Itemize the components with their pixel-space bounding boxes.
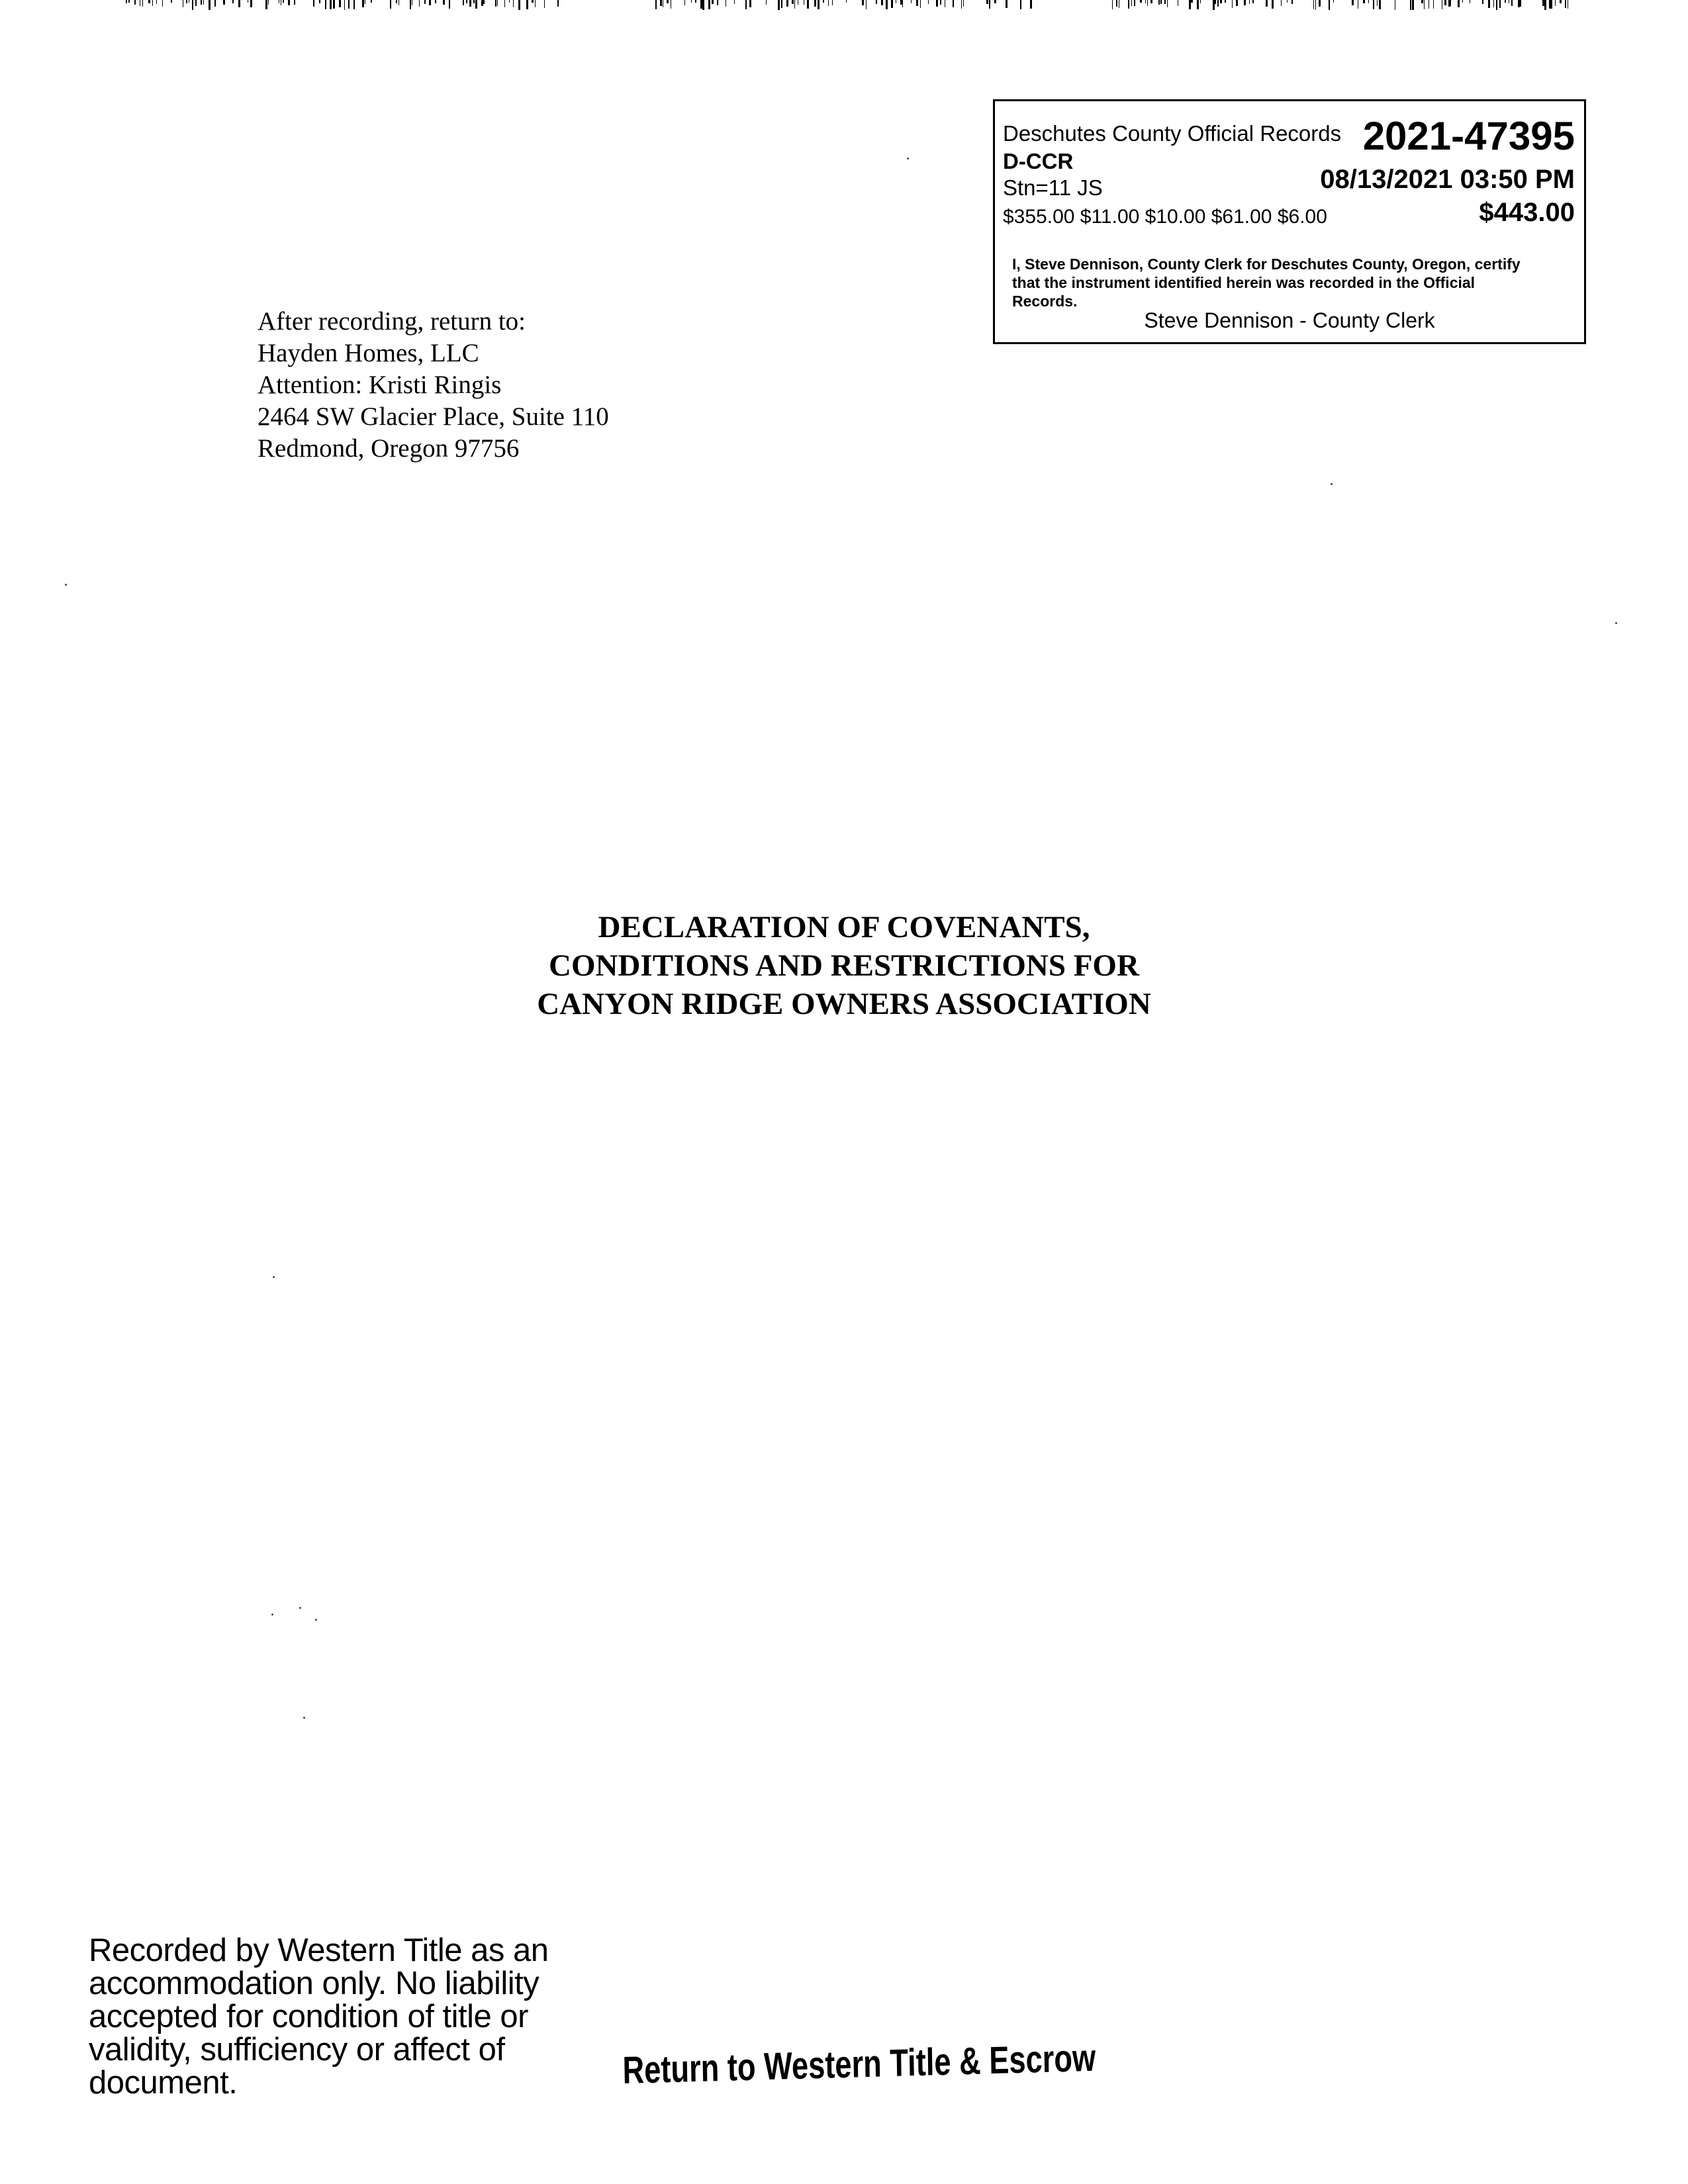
scan-noise-mark (339, 0, 341, 7)
scan-noise-mark (535, 0, 536, 7)
stamp-station: Stn=11 JS (1003, 175, 1103, 200)
scan-noise-mark (792, 0, 794, 4)
title-line-1: DECLARATION OF COVENANTS, (598, 910, 1090, 944)
scan-noise-mark (209, 0, 211, 10)
scan-noise-mark (989, 0, 990, 9)
scan-noise-mark (192, 0, 193, 10)
scan-noise-mark (203, 0, 204, 5)
scan-noise-mark (333, 0, 335, 9)
scan-noise-mark (866, 0, 867, 9)
scan-noise-mark (846, 0, 847, 3)
return-city-state-zip: Redmond, Oregon 97756 (258, 434, 520, 463)
scan-noise-mark (963, 0, 964, 7)
scan-noise-mark (1444, 0, 1446, 5)
scan-noise-mark (1424, 0, 1425, 9)
scan-noise-mark (371, 0, 372, 3)
scan-noise-mark (717, 0, 718, 5)
scan-noise-mark (396, 0, 397, 3)
scan-noise-mark (1505, 0, 1506, 3)
scan-noise-mark (162, 0, 163, 7)
disclaimer-line: accommodation only. No liability (89, 1966, 539, 2001)
scan-noise-mark (214, 0, 216, 7)
scan-noise-mark (891, 0, 893, 8)
scan-noise-mark (928, 0, 929, 4)
scan-noise-mark (986, 0, 988, 4)
scan-noise-mark (712, 0, 714, 4)
scan-noise-mark (1377, 0, 1378, 6)
scan-noise-mark (702, 0, 704, 10)
scan-noise-mark (862, 0, 864, 5)
scan-noise-mark (920, 0, 921, 8)
scan-noise-mark (1272, 0, 1274, 9)
scan-noise-mark (1373, 0, 1374, 9)
scan-noise-mark (319, 0, 320, 3)
scan-noise-mark (142, 0, 143, 7)
scan-noise-mark (745, 0, 747, 9)
scan-noise-mark (232, 0, 234, 3)
scan-noise-mark (1197, 0, 1199, 9)
scan-noise-mark (156, 0, 157, 4)
scan-noise-mark (1291, 0, 1293, 4)
scan-noise-mark (250, 0, 252, 7)
scan-noise-mark (265, 0, 267, 9)
title-company-disclaimer (89, 1934, 605, 2099)
scan-noise-mark (344, 0, 345, 10)
return-attention: Attention: Kristi Ringis (258, 371, 502, 399)
scan-noise-mark (1319, 0, 1321, 7)
scan-speck (315, 1619, 317, 1621)
return-company: Hayden Homes, LLC (258, 339, 479, 367)
scan-noise-mark (814, 0, 816, 7)
scan-noise-mark (807, 0, 809, 9)
scan-noise-mark (238, 0, 240, 7)
scan-noise-mark (223, 0, 225, 5)
scan-noise-mark (171, 0, 172, 3)
scan-noise-mark (148, 0, 150, 3)
scan-noise-mark (186, 0, 187, 3)
stamp-clerk-signature: Steve Dennison - County Clerk (1144, 308, 1435, 332)
scan-noise-mark (940, 0, 941, 5)
scan-noise-mark (449, 0, 450, 9)
return-address-block (258, 306, 609, 465)
scan-noise-mark (1551, 0, 1552, 9)
scan-noise-mark (655, 0, 657, 9)
scan-noise-mark (294, 0, 295, 5)
scan-noise-mark (1158, 0, 1160, 5)
scan-noise-mark (443, 0, 445, 5)
scan-noise-mark (348, 0, 350, 9)
scan-noise-mark (1215, 0, 1216, 4)
scan-noise-mark (1412, 0, 1414, 10)
scan-noise-mark (691, 0, 692, 3)
document-title (0, 908, 1688, 1023)
scan-noise-mark (684, 0, 685, 5)
scan-noise-mark (195, 0, 197, 6)
scan-noise-mark (509, 0, 510, 3)
scan-noise-mark (1281, 0, 1282, 6)
scan-noise-mark (660, 0, 662, 6)
return-to-western-title-stamp: Return to Western Title & Escrow (622, 2036, 1096, 2092)
scan-noise-mark (1200, 0, 1201, 3)
scan-noise-mark (794, 0, 795, 9)
scan-noise-mark (1145, 0, 1146, 3)
scan-noise-mark (818, 0, 820, 9)
scan-noise-mark (1128, 0, 1129, 9)
disclaimer-line: Recorded by Western Title as an (89, 1933, 549, 1968)
scan-noise-mark (526, 0, 528, 9)
scan-noise-mark (994, 0, 996, 3)
scan-noise-mark (708, 0, 710, 9)
scan-noise-mark (557, 0, 559, 7)
scan-noise-mark (497, 0, 498, 6)
scan-noise-mark (1030, 0, 1032, 9)
scan-noise-mark (532, 0, 534, 3)
scan-noise-mark (1421, 0, 1423, 3)
scan-noise-mark (513, 0, 514, 7)
scan-noise-mark (1329, 0, 1330, 10)
scan-noise-mark (1333, 0, 1334, 3)
scan-noise-mark (1134, 0, 1135, 6)
scan-noise-mark (1458, 0, 1460, 7)
scan-noise-mark (1450, 0, 1451, 6)
scan-noise-mark (667, 0, 669, 3)
scan-noise-mark (495, 0, 496, 7)
scan-noise-mark (953, 0, 954, 7)
scan-artifact-strip (0, 0, 1688, 12)
scan-noise-mark (828, 0, 829, 6)
scan-noise-mark (734, 0, 735, 4)
scan-noise-mark (288, 0, 290, 5)
scan-noise-mark (1493, 0, 1494, 7)
scan-noise-mark (881, 0, 883, 5)
scan-noise-mark (1160, 0, 1162, 4)
return-heading: After recording, return to: (258, 307, 526, 336)
scan-noise-mark (201, 0, 202, 5)
scan-noise-mark (1433, 0, 1434, 9)
scan-speck (907, 158, 909, 159)
scan-noise-mark (544, 0, 545, 8)
scan-noise-mark (1313, 0, 1314, 9)
scan-noise-mark (463, 0, 464, 5)
scan-noise-mark (778, 0, 780, 10)
scan-noise-mark (1225, 0, 1226, 3)
scan-noise-mark (473, 0, 475, 3)
scan-noise-mark (766, 0, 767, 5)
scan-noise-mark (126, 0, 127, 3)
scan-noise-mark (1482, 0, 1483, 4)
return-street: 2464 SW Glacier Place, Suite 110 (258, 402, 609, 431)
scan-speck (299, 1607, 301, 1609)
scan-noise-mark (1147, 0, 1148, 6)
recording-stamp (993, 99, 1586, 344)
scan-noise-mark (313, 0, 314, 7)
scan-noise-mark (134, 0, 136, 5)
scan-noise-mark (1164, 0, 1166, 4)
scan-noise-mark (1140, 0, 1142, 3)
scan-noise-mark (429, 0, 431, 5)
scan-noise-mark (483, 0, 485, 4)
scan-noise-mark (1131, 0, 1132, 6)
scan-noise-mark (1249, 0, 1250, 4)
scan-noise-mark (1006, 0, 1008, 8)
scan-noise-mark (1544, 0, 1546, 10)
scan-noise-mark (1379, 0, 1381, 9)
scan-noise-mark (419, 0, 420, 7)
scan-noise-mark (1020, 0, 1021, 9)
scan-noise-mark (1565, 0, 1566, 8)
scan-noise-mark (781, 0, 782, 8)
scan-noise-mark (469, 0, 471, 7)
stamp-document-number: 2021-47395 (1362, 114, 1575, 158)
scan-noise-mark (325, 0, 326, 9)
scan-noise-mark (1363, 0, 1365, 3)
scan-noise-mark (876, 0, 877, 4)
scan-noise-mark (936, 0, 938, 7)
scan-noise-mark (1352, 0, 1354, 5)
scan-noise-mark (435, 0, 436, 3)
scan-speck (65, 584, 67, 586)
stamp-fees: $355.00 $11.00 $10.00 $61.00 $6.00 (1003, 206, 1327, 228)
disclaimer-line: document. (89, 2065, 238, 2101)
scan-noise-mark (1496, 0, 1497, 10)
scan-noise-mark (823, 0, 824, 3)
scan-noise-mark (518, 0, 520, 10)
scan-noise-mark (1244, 0, 1246, 5)
scan-noise-mark (390, 0, 391, 9)
scan-noise-mark (128, 0, 130, 3)
scan-speck (271, 1614, 273, 1615)
scan-noise-mark (362, 0, 364, 7)
scan-noise-mark (1217, 0, 1219, 7)
scan-noise-mark (1116, 0, 1117, 7)
title-line-2: CONDITIONS AND RESTRICTIONS FOR (549, 948, 1139, 983)
scan-noise-mark (886, 0, 888, 9)
scan-noise-mark (1150, 0, 1152, 3)
scan-noise-mark (1555, 0, 1556, 6)
scan-speck (1615, 622, 1617, 624)
scan-noise-mark (1520, 0, 1521, 7)
scan-noise-mark (152, 0, 153, 6)
scan-noise-mark (916, 0, 918, 6)
disclaimer-line: validity, sufficiency or affect of (89, 2032, 505, 2068)
scan-noise-mark (1499, 0, 1501, 8)
scan-noise-mark (466, 0, 467, 3)
scan-noise-mark (1167, 0, 1168, 7)
disclaimer-line: accepted for condition of title or (89, 1999, 528, 2034)
title-line-3: CANYON RIDGE OWNERS ASSOCIATION (537, 987, 1151, 1021)
scan-noise-mark (902, 0, 903, 7)
scan-noise-mark (1560, 0, 1562, 3)
scan-noise-mark (1112, 0, 1113, 9)
scan-noise-mark (749, 0, 751, 7)
scan-noise-mark (1511, 0, 1513, 6)
scan-noise-mark (961, 0, 962, 9)
stamp-agency: Deschutes County Official Records (1003, 121, 1342, 146)
stamp-total-fee: $443.00 (1479, 198, 1575, 227)
scan-noise-mark (786, 0, 788, 7)
scan-noise-mark (1287, 0, 1288, 3)
scan-noise-mark (911, 0, 912, 3)
scan-noise-mark (1410, 0, 1411, 10)
scan-noise-mark (1252, 0, 1254, 3)
scan-noise-mark (475, 0, 477, 9)
scan-noise-mark (1266, 0, 1268, 7)
scan-noise-mark (1236, 0, 1238, 6)
stamp-certification: I, Steve Dennison, County Clerk for Deschutes County, Oregon, certify that the instrument identified herein was recorded in the Official Records. (1012, 255, 1521, 310)
scan-noise-mark (410, 0, 411, 9)
scan-noise-mark (1232, 0, 1233, 8)
scan-noise-mark (1220, 0, 1222, 3)
scan-noise-mark (832, 0, 833, 5)
scan-noise-mark (1488, 0, 1490, 8)
stamp-recorded-datetime: 08/13/2021 03:50 PM (1320, 165, 1575, 194)
scan-noise-mark (283, 0, 284, 3)
scan-speck (273, 1276, 275, 1278)
scan-speck (1331, 483, 1333, 485)
scan-noise-mark (1191, 0, 1193, 3)
scan-noise-mark (424, 0, 426, 4)
scan-speck (303, 1717, 305, 1719)
scan-noise-mark (695, 0, 696, 3)
stamp-document-code: D-CCR (1003, 149, 1074, 173)
scan-noise-mark (1315, 0, 1316, 10)
scan-noise-mark (504, 0, 505, 7)
scan-noise-mark (1368, 0, 1369, 3)
scan-noise-mark (1462, 0, 1463, 3)
scan-noise-mark (353, 0, 355, 9)
scan-noise-mark (330, 0, 332, 9)
scan-noise-mark (268, 0, 269, 5)
